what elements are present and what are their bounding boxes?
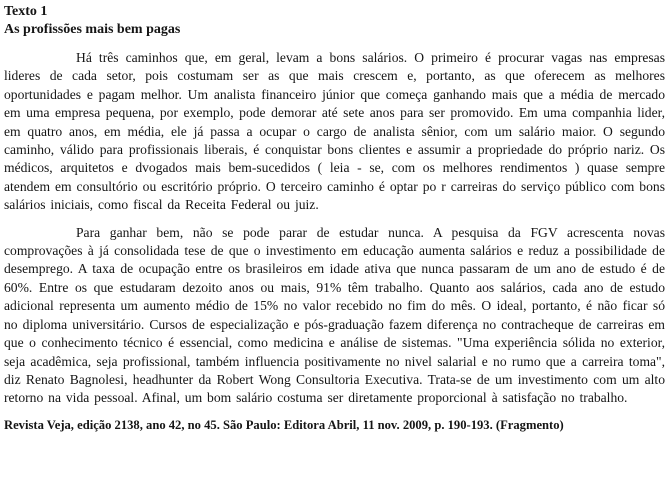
document-title: As profissões mais bem pagas <box>4 22 181 37</box>
paragraph-education: Para ganhar bem, não se pode parar de estudar nunca. A pesquisa da FGV acrescenta novas comprovações à já consolidada tese de que o investimento em educação aumenta salários e reduz a possibilidade de desemprego. A taxa de ocupação entre os brasileiros em idade ativa que nunca passaram de um ano de estudo é de 60%. Entre os que estudaram dezoito anos ou mais, 91% têm trabalho. Quanto aos salários, cada ano de estudo adicional representa um aumento médio de 15% no valor recebido no fim do mês. O ideal, portanto, é não ficar só no diploma universitário. Cursos de especialização e pós-graduação fazem diferença no contracheque de carreiras em que o conhecimento técnico é essencial, como medicina e análise de sistemas. "Uma experiência sólida no exterior, seja acadêmica, seja profissional, também influencia positivamente no nivel salarial e no rumo que a carreira toma", diz Renato Bagnolesi, headhunter da Robert Wong Consultoria Executiva. Trata-se de um investimento com um alto retorno na vida pessoal. Afinal, um bom salário costuma ser diretamente proporcional à satisfação no trabalho. <box>4 224 665 406</box>
text-number-label: Texto 1 <box>4 4 48 19</box>
source-citation: Revista Veja, edição 2138, ano 42, no 45. São Paulo: Editora Abril, 11 nov. 2009, p. 190-193. (Fragmento) <box>4 417 564 432</box>
paragraph-career-paths: Há três caminhos que, em geral, levam a bons salários. O primeiro é procurar vagas nas empresas lideres de cada setor, pois costumam ser as que mais crescem e, portanto, as que oferecem as melhores oportunidades e pagam melhor. Um analista financeiro júnior que começa ganhando mais que a média de mercado em uma empresa pequena, por exemplo, pode demorar até sete anos para ser promovido. Em uma companhia lider, em quatro anos, em média, ele já passa a ocupar o cargo de analista sênior, com um salário maior. O segundo caminho, válido para profissionais liberais, é conquistar bons clientes e assumir a propriedade do próprio nariz. Os médicos, arquitetos e dvogados mais bem-sucedidos ( leia - se, com os melhores rendimentos ) quase sempre atendem em consultório ou escritório próprio. O terceiro caminho é optar po r carreiras do serviço público com bons salários iniciais, como fiscal da Receita Federal ou juiz. <box>4 50 665 213</box>
